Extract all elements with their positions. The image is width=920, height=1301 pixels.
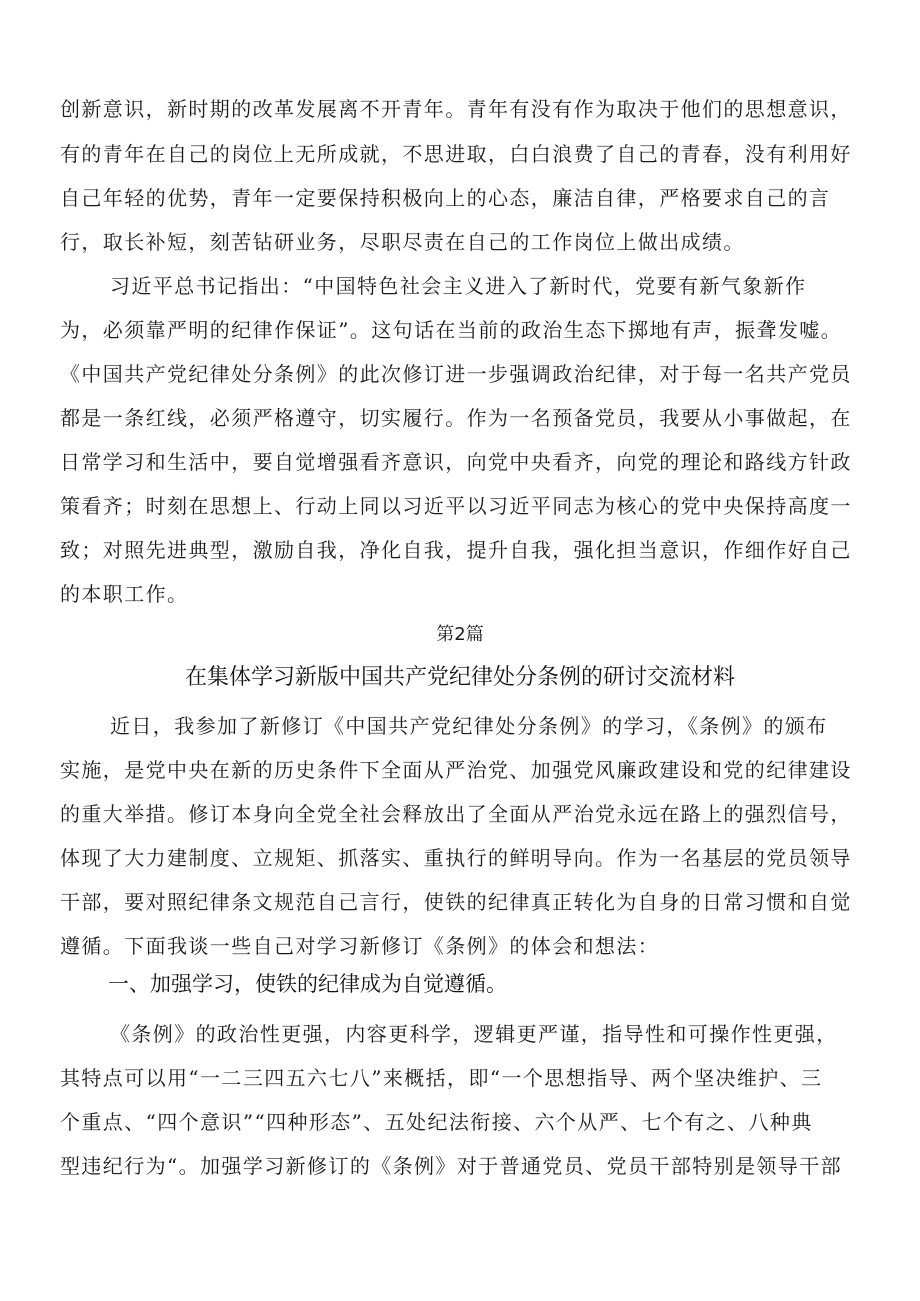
paragraph-line: 有的青年在自己的岗位上无所成就，不思进取，白白浪费了自己的青春，没有利用好	[60, 142, 852, 166]
paragraph-line: 的本职工作。	[60, 582, 189, 606]
paragraph-line: 行，取长补短，刻苦钻研业务，尽职尽责在自己的工作岗位上做出成绩。	[60, 230, 745, 254]
section-label: 第2篇	[436, 624, 484, 645]
paragraph-line: 个重点、“四个意识”“四种形态”、五处纪法衔接、六个从严、七个有之、八种典	[60, 1110, 813, 1134]
paragraph-line: 《中国共产党纪律处分条例》的此次修订进一步强调政治纪律，对于每一名共产党员	[60, 362, 852, 386]
paragraph-line: 型违纪行为“。加强学习新修订的《条例》对于普通党员、党员干部特别是领导干部	[60, 1154, 843, 1178]
paragraph-line: 《条例》的政治性更强，内容更科学，逻辑更严谨，指导性和可操作性更强，	[110, 1022, 838, 1046]
paragraph-line: 致；对照先进典型，激励自我，净化自我，提升自我，强化担当意识，作细作好自己	[60, 538, 852, 562]
paragraph-line: 日常学习和生活中，要自觉增强看齐意识，向党中央看齐，向党的理论和路线方针政	[60, 450, 852, 474]
paragraph-line: 都是一条红线，必须严格遵守，切实履行。作为一名预备党员，我要从小事做起，在	[60, 406, 852, 430]
paragraph-line: 策看齐；时刻在思想上、行动上同以习近平以习近平同志为核心的党中央保持高度一	[60, 494, 852, 518]
paragraph-line: 实施，是党中央在新的历史条件下全面从严治党、加强党风廉政建设和党的纪律建设	[60, 758, 852, 782]
paragraph-line: 近日，我参加了新修订《中国共产党纪律处分条例》的学习，《条例》的颁布	[110, 714, 828, 738]
paragraph-line: 为，必须靠严明的纪律作保证”。这句话在当前的政治生态下掷地有声，振聋发嘘。	[60, 318, 843, 342]
paragraph-line: 遵循。下面我谈一些自己对学习新修订《条例》的体会和想法：	[60, 934, 660, 958]
paragraph-line: 的重大举措。修订本身向全党全社会释放出了全面从严治党永远在路上的强烈信号，	[60, 802, 852, 826]
document-title: 在集体学习新版中国共产党纪律处分条例的研讨交流材料	[184, 665, 735, 690]
paragraph-line: 干部，要对照纪律条文规范自己言行，使铁的纪律真正转化为自身的日常习惯和自觉	[60, 890, 852, 914]
paragraph-line: 创新意识，新时期的改革发展离不开青年。青年有没有作为取决于他们的思想意识，	[60, 97, 852, 121]
section-heading: 一、加强学习，使铁的纪律成为自觉遵循。	[108, 972, 507, 996]
paragraph-line: 体现了大力建制度、立规矩、抓落实、重执行的鲜明导向。作为一名基层的党员领导	[60, 846, 852, 870]
paragraph-line: 自己年轻的优势，青年一定要保持积极向上的心态，廉洁自律，严格要求自己的言	[60, 186, 831, 210]
paragraph-line: 其特点可以用“一二三四五六七八”来概括，即“一个思想指导、两个坚决维护、三	[60, 1066, 823, 1090]
paragraph-line: 习近平总书记指出：“中国特色社会主义进入了新时代，党要有新气象新作	[110, 274, 807, 298]
